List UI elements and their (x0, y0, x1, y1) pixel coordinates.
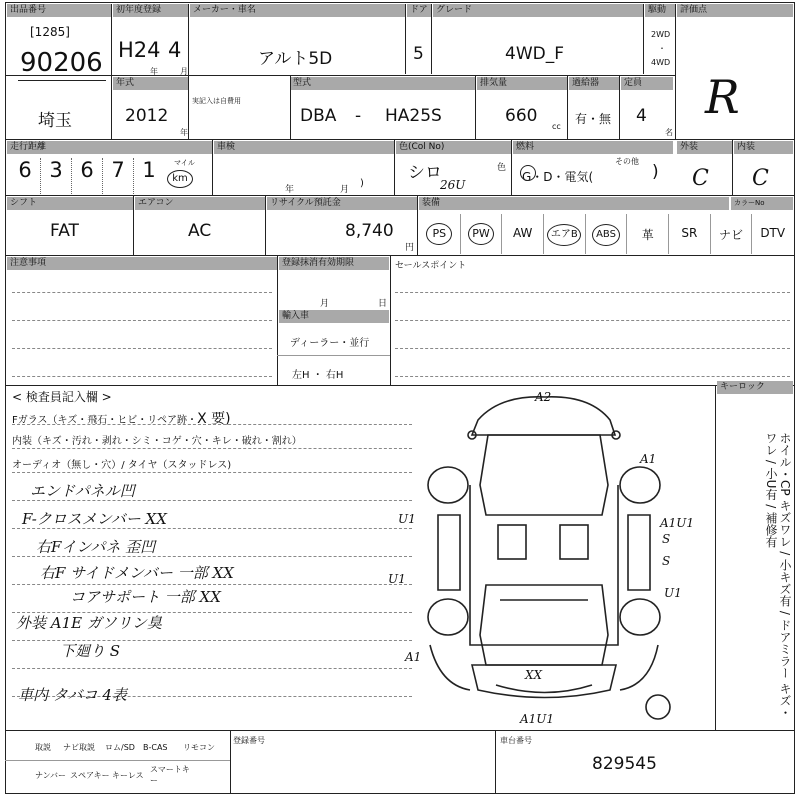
ins-line (12, 448, 412, 449)
sep (111, 4, 112, 139)
chassis-label: 車台番号 (500, 736, 532, 745)
shaken-paren: ) (360, 178, 364, 189)
equip-ps: PS (419, 214, 461, 254)
model-year-header: 年式 (113, 77, 188, 90)
cc-header: 排気量 (477, 77, 567, 90)
hand-note: 外装 A1E ガソリン臭 (16, 614, 162, 632)
shift-header: シフト (7, 197, 133, 210)
sales-header: セールスポイント (395, 261, 467, 271)
dealer-parallel: ディーラー・並行 (290, 338, 370, 349)
seats: 4 (636, 106, 647, 126)
mileage-mile: マイル (174, 159, 195, 167)
sep (394, 139, 395, 195)
mileage-digit: 1 (142, 158, 156, 182)
damage-mark: A1 (640, 452, 657, 466)
score-grade: R (705, 70, 740, 124)
note-line (395, 376, 790, 377)
model-prefix: DBA (300, 106, 337, 126)
equip-dtv: DTV (760, 226, 786, 240)
drive-dot: ・ (658, 44, 666, 53)
keylock-header: キーロック (717, 381, 793, 394)
footer-label: スペアキー (70, 770, 110, 780)
sep (290, 75, 291, 139)
exterior-grade: C (692, 166, 709, 191)
footer-label: キーレス (112, 770, 144, 780)
footer-label: B-CAS (143, 742, 168, 752)
sep (511, 139, 512, 195)
mileage-digit: 6 (10, 158, 41, 194)
equip-airbag: エアB (544, 214, 586, 254)
reg-number-label: 登録番号 (233, 736, 265, 745)
registration-header: 登録抹消有効期限 (279, 257, 389, 270)
equip-abs: ABS (586, 214, 628, 254)
footer-label: スマートキー (150, 765, 190, 785)
note-line (12, 292, 272, 293)
mileage-digit: 7 (103, 158, 134, 194)
score-header: 評価点 (677, 4, 793, 17)
note-line (12, 376, 272, 377)
sep (265, 195, 266, 255)
footer-label: リモコン (183, 742, 215, 752)
shaken-tsuki: 月 (340, 185, 350, 195)
side-note: ホイル・CP キズワレ / 小キズ有 / ドアミラー キズ・ワレ / 小U有 / 補修有 (764, 432, 792, 719)
row-sep (277, 355, 390, 356)
year-era: H24 (118, 38, 161, 62)
damage-mark: S (662, 532, 671, 546)
footer-label: ロム/SD (105, 742, 135, 752)
inspector-audio: オーディオ（無し・穴）/ タイヤ（スタッドレス) (12, 460, 232, 471)
sep (133, 195, 134, 255)
inspector-fglass (12, 408, 231, 428)
sep (212, 139, 213, 195)
turbo-header: 過給器 (569, 77, 619, 90)
footer-row (35, 733, 230, 761)
lot-underline (18, 80, 106, 81)
row-sep (5, 195, 795, 196)
reg-month: 月 (320, 299, 330, 309)
equipment-row (419, 214, 793, 254)
year-western: 2012 (125, 106, 169, 126)
fuel: G・D・電気( (522, 170, 594, 184)
ac-value: AC (188, 221, 212, 241)
drive-4wd: 4WD (651, 58, 671, 67)
row-sep (5, 139, 795, 140)
fuel-circle (520, 165, 536, 181)
damage-mark: A1U1 (660, 516, 695, 530)
inspector-interior: 内装（キズ・汚れ・剥れ・シミ・コゲ・穴・キレ・破れ・割れ） (12, 436, 302, 447)
recycle-value: 8,740 (345, 221, 394, 241)
car-grade: 4WD_F (505, 44, 564, 64)
lot-bracket: [1285] (30, 25, 70, 39)
sep (495, 730, 496, 794)
ins-line (12, 668, 412, 669)
equip-header: 装備 (419, 197, 729, 210)
maker-header: メーカー・車名 (190, 4, 405, 17)
year-month: 4 (168, 38, 182, 62)
footer-label: ナンバー (35, 770, 67, 780)
exterior-header: 外装 (677, 141, 732, 154)
row-sep (5, 75, 675, 76)
shift-value: FAT (50, 221, 79, 241)
damage-mark: A2 (535, 390, 552, 404)
lot-header: 出品番号 (7, 4, 111, 17)
note-line (395, 348, 790, 349)
fuel-close: ) (652, 162, 659, 182)
year-nen: 年 (150, 67, 158, 76)
equip-pw: PW (461, 214, 503, 254)
inspector-title: < 検査員記入欄 > (12, 390, 112, 404)
sep (715, 385, 716, 730)
year-tsuki: 月 (180, 67, 188, 76)
sep (475, 75, 476, 139)
sep (732, 139, 733, 195)
footer-row (35, 761, 230, 789)
sep (675, 4, 676, 139)
color-value: シロ (408, 163, 442, 183)
sep (277, 255, 278, 385)
hand-note: 下廻り S (60, 642, 121, 660)
mileage-digit: 3 (41, 158, 72, 194)
hand-note: F-クロスメンバー XX (22, 510, 167, 528)
footer-label: 取説 (35, 742, 51, 752)
import-header: 輸入車 (279, 310, 389, 323)
cc-unit: cc (552, 122, 561, 131)
recycle-header: リサイクル預託金 (267, 197, 417, 210)
ins-line (12, 424, 412, 425)
sep (230, 730, 231, 794)
sep (431, 4, 432, 74)
hand-note: 車内 タバコ 4表 (18, 686, 127, 704)
sep (405, 4, 406, 74)
fuel-header: 燃料 (513, 141, 673, 154)
hand-note: コアサポート 一部 XX (70, 588, 221, 606)
equip-aw: AW (502, 214, 544, 254)
sep (188, 4, 189, 139)
mileage-digit: 6 (72, 158, 103, 194)
year-header: 初年度登録 (113, 4, 188, 17)
damage-mark: A1 (405, 650, 422, 664)
drive-2wd: 2WD (651, 30, 671, 39)
shaken-nen: 年 (285, 185, 295, 195)
drive-header: 駆動 (645, 4, 675, 17)
sep (619, 75, 620, 139)
fglass-mark: X 要) (197, 411, 231, 427)
grade-header: グレード (433, 4, 643, 17)
model-dash: - (355, 106, 362, 126)
seats-unit: 名 (665, 128, 673, 137)
note-line (395, 292, 790, 293)
colorno-header: カラーNo (731, 197, 793, 210)
interior-grade: C (752, 166, 769, 191)
color-header: 色(Col No) (396, 141, 511, 154)
ac-header: エアコン (135, 197, 265, 210)
turbo: 有・無 (575, 112, 612, 126)
sep (417, 195, 418, 255)
hand-note: 右Fインパネ 歪凹 (36, 538, 156, 556)
cc-value: 660 (505, 106, 538, 126)
year-nen2: 年 (180, 128, 188, 137)
equip-leather: 革 (627, 214, 669, 254)
year-note: 実記入は自費用 (192, 97, 241, 105)
mileage-header: 走行距離 (7, 141, 212, 154)
caution-header: 注意事項 (7, 257, 277, 270)
hand-note: エンドパネル凹 (30, 482, 135, 500)
sep (643, 4, 644, 74)
ins-line (12, 472, 412, 473)
row-sep (5, 255, 795, 256)
reg-day: 日 (378, 299, 388, 309)
interior-header: 内装 (734, 141, 793, 154)
recycle-yen: 円 (405, 243, 415, 253)
damage-mark: U1 (388, 572, 406, 586)
handle: 左H ・ 右H (292, 370, 344, 381)
prefecture: 埼玉 (38, 111, 72, 131)
doors-header: ドア (407, 4, 431, 17)
chassis-number: 829545 (592, 754, 657, 774)
equip-navi: ナビ (711, 214, 753, 254)
sep (390, 255, 391, 385)
hand-note: 右F サイドメンバー 一部 XX (40, 564, 234, 582)
model-code: HA25S (385, 106, 442, 126)
footer-items (35, 733, 230, 793)
model-header: 型式 (290, 77, 475, 90)
damage-mark: A1U1 (520, 712, 555, 726)
seats-header: 定員 (621, 77, 673, 90)
note-line (12, 320, 272, 321)
fglass-text: Fガラス（キズ・飛石・ヒビ・リペア跡・ (12, 415, 198, 426)
mileage-km: km (167, 170, 193, 188)
mileage-digits (10, 158, 170, 194)
car-name: アルト5D (258, 49, 333, 69)
damage-mark: U1 (664, 586, 682, 600)
damage-mark: U1 (398, 512, 416, 526)
note-line (395, 320, 790, 321)
fuel-other: その他 (615, 157, 639, 166)
color-code: 26U (440, 178, 466, 192)
footer-label: ナビ取説 (63, 742, 95, 752)
car-doors: 5 (413, 44, 424, 64)
color-shoku: 色 (497, 163, 507, 173)
lot-number: 90206 (20, 48, 103, 78)
row-sep (5, 730, 795, 731)
damage-mark: S (662, 554, 671, 568)
ins-line (12, 584, 412, 585)
damage-mark: XX (525, 668, 543, 682)
equip-sr: SR (669, 214, 711, 254)
sep (567, 75, 568, 139)
shaken-header: 車検 (214, 141, 394, 154)
note-line (12, 348, 272, 349)
